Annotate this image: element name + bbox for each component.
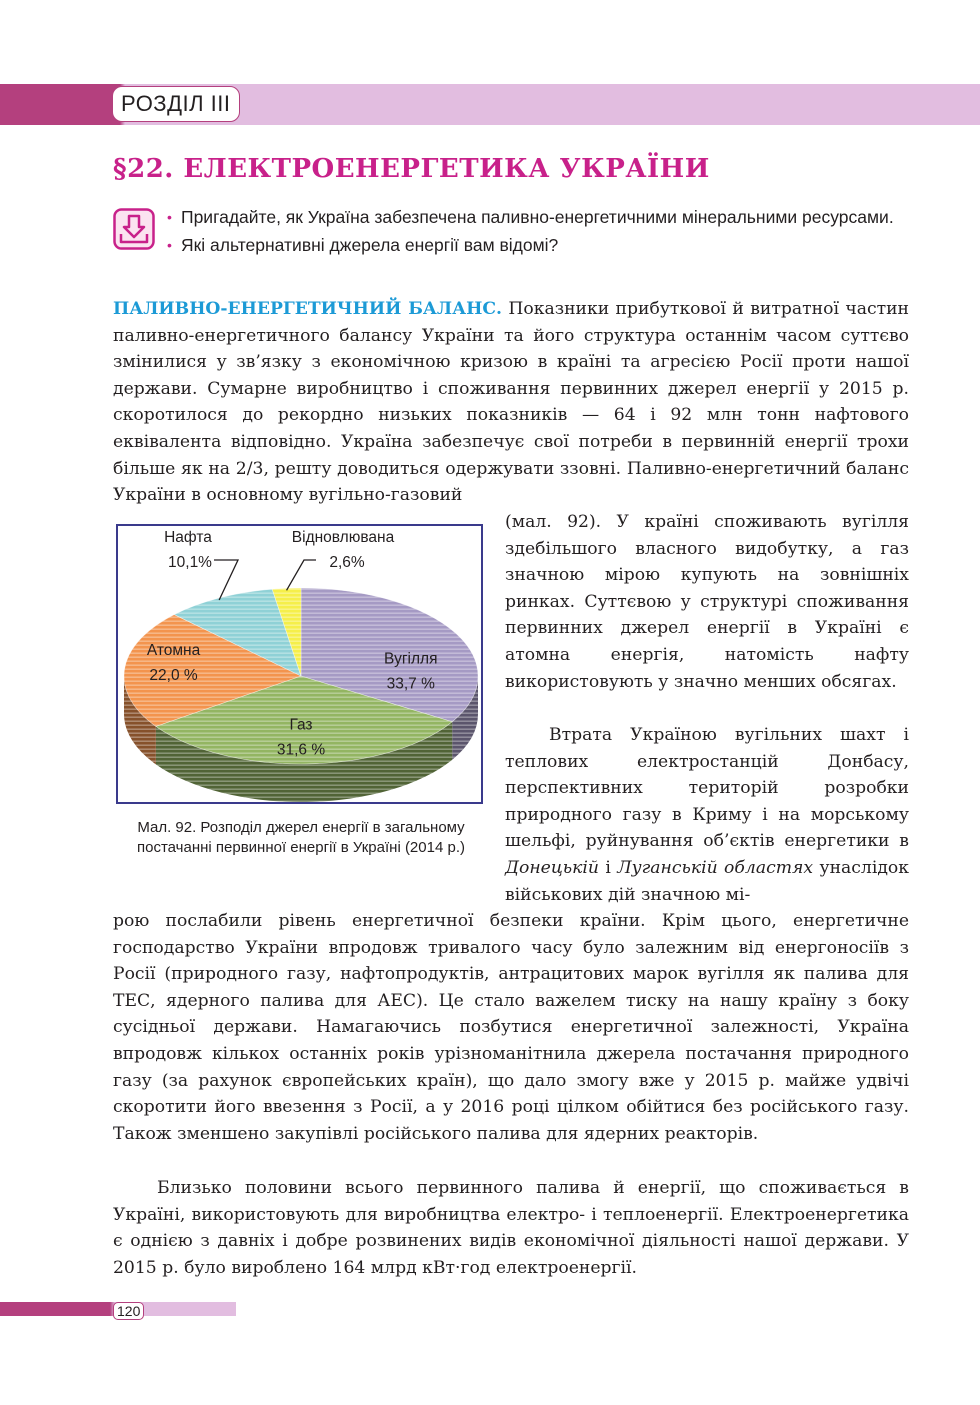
figure-caption: Мал. 92. Розподіл джерел енергії в загальному постачанні первинної енергії в Україні (2014 р.) — [137, 819, 465, 856]
paragraph-balance — [113, 296, 909, 509]
pie-leader-line-Відновлювана — [287, 560, 316, 590]
pie-chart-svg — [118, 526, 481, 802]
pie-value-Атомна: 22,0 % — [149, 666, 198, 684]
pie-value-Відновлювана: 2,6% — [329, 554, 365, 571]
paragraph-electricity: Близько половини всього первинного палива й енергії, що споживається в Україні, використовують для виробництва електро- і теплоенергії. Електроенергетика є однією з давніх і добре розвинених видів економічної діяльності нашої держави. У 2015 р. було вироблено 164 млрд кВт·год електроенергії. — [113, 1178, 909, 1278]
recall-item-text: Пригадайте, як Україна забезпечена паливно-енергетичними мінеральними ресурсами. — [181, 207, 894, 227]
page-number: 120 — [113, 1302, 144, 1320]
page-title: §22. ЕЛЕКТРОЕНЕРГЕТИКА УКРАЇНИ — [113, 154, 710, 184]
download-tray-icon — [113, 208, 155, 250]
side-text-start: Втрата Україною вугільних шахт і теплових електростанцій Донбасу, перспективних територій розробки природного газу в Криму і на морському шельфі, руйнування об’єктів енергетики в — [505, 725, 909, 852]
side-paragraph-1: (мал. 92). У країні споживають вугілля здебільшого власного видобутку, а газ значною мірою купують на зовнішніх ринках. Суттєвою у структурі споживання первинних джерел енергії в Україні є атомна енергія, натомість нафту використовують у значно менших обсягах. — [505, 512, 909, 692]
pie-value-Вугілля: 33,7 % — [386, 675, 435, 693]
pie-label-Нафта: Нафта — [164, 529, 212, 546]
pie-leader-line-Нафта — [214, 560, 238, 600]
recall-item — [167, 233, 909, 257]
pie-label-Вугілля: Вугілля — [383, 650, 438, 668]
paragraph-text: Показники прибуткової й витратної частин паливно-енергетичного балансу України та його структура останнім часом суттєво змінилися у зв’язку з економічною кризою в країні та агресією Росії проти нашої держави. Сумарне виробництво і споживання первинних джерел енергії у 2015 р. скоротилося до рекордно низьких показників — 64 і 92 млн тонн нафтового еквівалента відповідно. Україна забезпечує свої потреби в первинній енергії трохи більше як на 2/3, решту доводиться одержувати ззовні. Паливно-енергетичний баланс України в основному вугільно-газовий — [113, 299, 909, 506]
paragraph-dependence: рою послабили рівень енергетичної безпеки країни. Крім цього, енергетичне господарство України впродовж тривалого часу було залежним від енергоносіїв з Росії (природного газу, нафтопродуктів, антрацитових марок вугілля як палива для ТЕС, ядерного палива для АЕС). Це стало важелем тиску на нашу країну з боку сусідньої держави. Намагаючись позбутися енергетичної залежності, Україна впродовж кількох останніх років урізноманітнила джерела постачання природного газу (за рахунок європейських країн), що дало змогу вже у 2015 р. майже удвічі скоротити його ввезення з Росії, а у 2016 році цілком обійтися без російського газу. Також зменшено закупівлі російського палива для ядерних реакторів. — [113, 911, 909, 1144]
section-label: РОЗДІЛ III — [112, 86, 240, 122]
pie-value-Нафта: 10,1% — [168, 554, 212, 571]
bullet-icon: • — [167, 209, 172, 225]
recall-item — [167, 205, 909, 229]
pie-label-Атомна: Атомна — [146, 641, 201, 659]
recall-questions — [167, 205, 909, 261]
paragraph-heading: ПАЛИВНО-ЕНЕРГЕТИЧНИЙ БАЛАНС. — [113, 299, 502, 319]
recall-item-text: Які альтернативні джерела енергії вам відомі? — [181, 235, 559, 255]
pie-label-Газ: Газ — [289, 716, 313, 734]
region-luhansk: Луганській областях — [617, 857, 814, 878]
pie-value-Газ: 31,6 % — [276, 741, 326, 759]
side-paragraph-2 — [505, 722, 909, 908]
bullet-icon: • — [167, 237, 172, 253]
side-text-end: унаслідок військових дій значною мі- — [505, 857, 909, 905]
region-donetsk: Донецькій — [505, 857, 599, 878]
side-text-and: і — [599, 857, 618, 878]
pie-label-Відновлювана: Відновлювана — [291, 529, 395, 546]
pie-chart — [116, 524, 483, 804]
